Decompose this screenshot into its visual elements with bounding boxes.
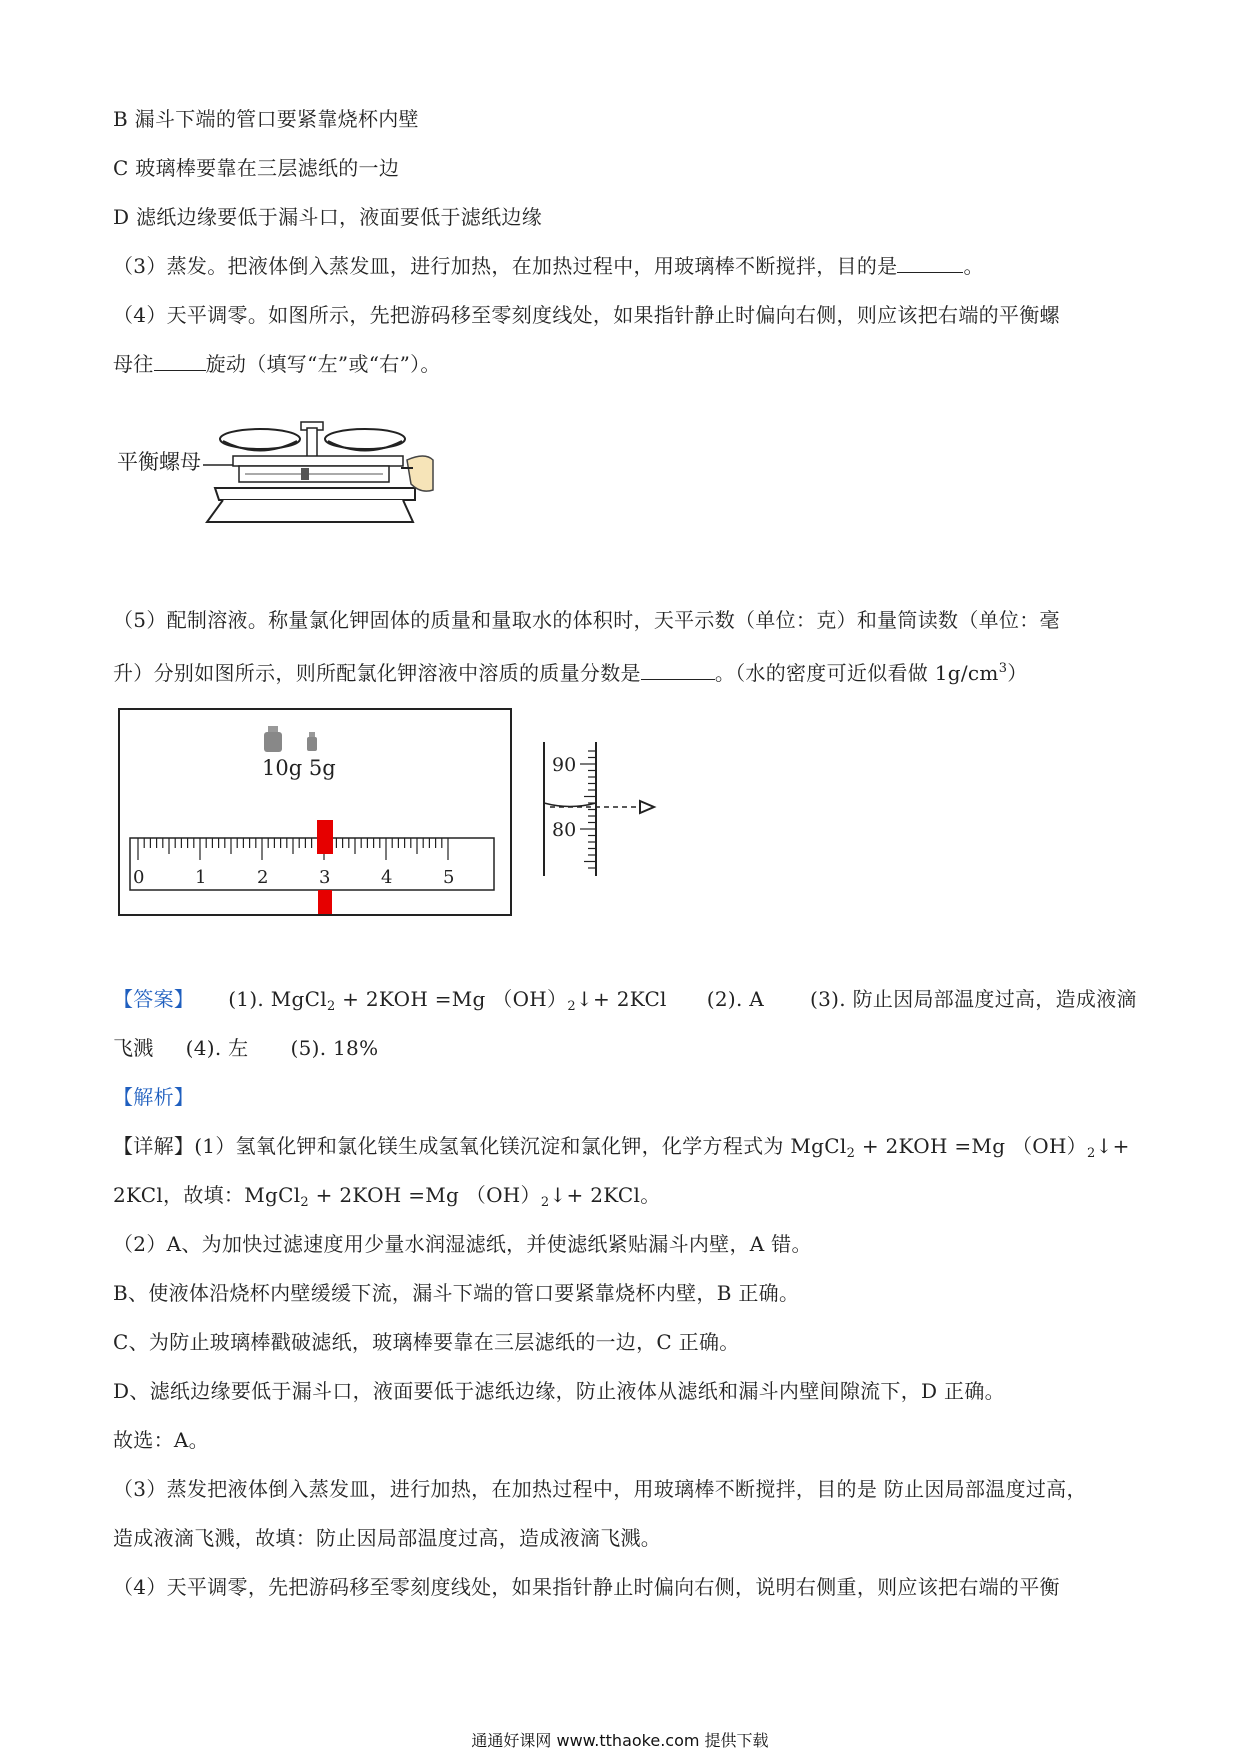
analysis-line: D、滤纸边缘要低于漏斗口，液面要低于滤纸边缘，防止液体从滤纸和漏斗内壁间隙流下，D 正确。 <box>113 1379 1005 1403</box>
analysis-line: C、为防止玻璃棒戳破滤纸，玻璃棒要靠在三层滤纸的一边，C 正确。 <box>113 1330 740 1354</box>
detail-line1-sub2: 2 <box>1087 1146 1096 1161</box>
cylinder-label-80: 80 <box>552 819 577 841</box>
option-b: B 漏斗下端的管口要紧靠烧杯内壁 <box>113 107 419 131</box>
balance-reading-figure <box>118 708 516 920</box>
answer-1-sub: 2 <box>326 999 336 1014</box>
question-4-line1: （4）天平调零。如图所示，先把游码移至零刻度线处，如果指针静止时偏向右侧，则应该把右端的平衡螺 <box>113 303 1060 327</box>
detail-line1-c: ↓+ <box>1095 1134 1130 1158</box>
answer-2: (2). A <box>706 987 765 1011</box>
analysis-line: （3）蒸发把液体倒入蒸发皿，进行加热，在加热过程中，用玻璃棒不断搅拌，目的是 防止因局部温度过高， <box>113 1477 1087 1501</box>
ruler-label: 0 <box>133 867 145 888</box>
cylinder-label-90: 90 <box>552 754 577 776</box>
analysis-line: （4）天平调零，先把游码移至零刻度线处，如果指针静止时偏向右侧，说明右侧重，则应该把右端的平衡 <box>113 1575 1060 1599</box>
detail-line2-sub2: 2 <box>540 1195 550 1210</box>
analysis-line: 造成液滴飞溅，故填：防止因局部温度过高，造成液滴飞溅。 <box>113 1526 662 1550</box>
balance-nut-label: 平衡螺母 <box>117 450 201 474</box>
option-c: C 玻璃棒要靠在三层滤纸的一边 <box>113 156 400 180</box>
cylinder-ticks <box>580 751 596 868</box>
detail-line1-b: + 2KOH =Mg （OH） <box>855 1134 1087 1158</box>
weights-label: 10g 5g <box>262 756 336 780</box>
question-5-suffix: 。（水的密度可近似看做 1g/cm <box>714 661 999 685</box>
analysis-line: B、使液体沿烧杯内壁缓缓下流，漏斗下端的管口要紧靠烧杯内壁，B 正确。 <box>113 1281 800 1305</box>
answer-1: (1). MgCl <box>228 987 327 1011</box>
detail-line1-sub: 2 <box>846 1146 856 1161</box>
question-4-prefix: 母往 <box>113 352 154 376</box>
answer-3-end: 飞溅 <box>113 1036 154 1060</box>
question-5-line1: （5）配制溶液。称量氯化钾固体的质量和量取水的体积时，天平示数（单位：克）和量筒读数（单位：毫 <box>113 608 1060 632</box>
answer-5: (5). 18% <box>290 1036 379 1060</box>
ruler-label: 4 <box>381 867 393 888</box>
detail-line2-a: 2KCl，故填：MgCl <box>113 1183 301 1207</box>
question-3-suffix: 。 <box>963 254 984 278</box>
ruler-label: 5 <box>443 867 455 888</box>
question-5-line2 <box>113 656 1028 686</box>
analysis-tag: 【解析】 <box>113 1085 195 1109</box>
answer-1-end: ↓+ 2KCl <box>575 987 667 1011</box>
analysis-line: 故选：A。 <box>113 1428 209 1452</box>
rider-marker <box>317 820 333 854</box>
option-d: D 滤纸边缘要低于漏斗口，液面要低于滤纸边缘 <box>113 205 542 229</box>
answer-tag: 【答案】 <box>113 987 195 1011</box>
question-3-text: （3）蒸发。把液体倒入蒸发皿，进行加热，在加热过程中，用玻璃棒不断搅拌，目的是 <box>113 254 898 278</box>
detail-line2-c: ↓+ 2KCl。 <box>549 1183 661 1207</box>
detail-line2-sub: 2 <box>300 1195 309 1210</box>
question-4-suffix: 旋动（填写“左”或“右”）。 <box>205 352 441 376</box>
ruler-label: 1 <box>195 867 207 888</box>
detail-line2-b: + 2KOH =Mg （OH） <box>309 1183 541 1207</box>
answer-1-sub2: 2 <box>567 999 576 1014</box>
answer-line1 <box>113 986 1137 1020</box>
ruler-label: 3 <box>319 867 331 888</box>
answer-4: (4). 左 <box>185 1036 249 1060</box>
ruler-label: 2 <box>257 867 269 888</box>
detail-line1 <box>113 1133 1130 1167</box>
answer-line2 <box>113 1035 378 1061</box>
answer-blank <box>154 352 206 371</box>
question-4-line2 <box>113 351 441 377</box>
answer-blank <box>897 254 963 273</box>
balance-figure <box>115 408 435 538</box>
cylinder-figure <box>540 740 680 880</box>
answer-3: (3). 防止因局部温度过高，造成液滴 <box>810 987 1137 1011</box>
question-5-prefix: 升）分别如图所示，则所配氯化钾溶液中溶质的质量分数是 <box>113 661 641 685</box>
question-5-sup: 3 <box>998 661 1008 676</box>
answer-1-mid: + 2KOH =Mg （OH） <box>335 987 568 1011</box>
detail-line2 <box>113 1182 661 1216</box>
question-3 <box>113 253 984 279</box>
rider-marker-bottom <box>318 890 332 914</box>
detail-line1-a: 【详解】(1）氢氧化钾和氯化镁生成氢氧化镁沉淀和氯化钾，化学方程式为 MgCl <box>113 1134 847 1158</box>
footer: 通通好课网 www.tthaoke.com 提供下载 <box>471 1731 769 1750</box>
answer-blank <box>641 661 715 680</box>
question-5-end: ） <box>1007 661 1028 685</box>
analysis-line: （2）A、为加快过滤速度用少量水润湿滤纸，并使滤纸紧贴漏斗内壁，A 错。 <box>113 1232 812 1256</box>
eye-icon <box>640 801 654 813</box>
